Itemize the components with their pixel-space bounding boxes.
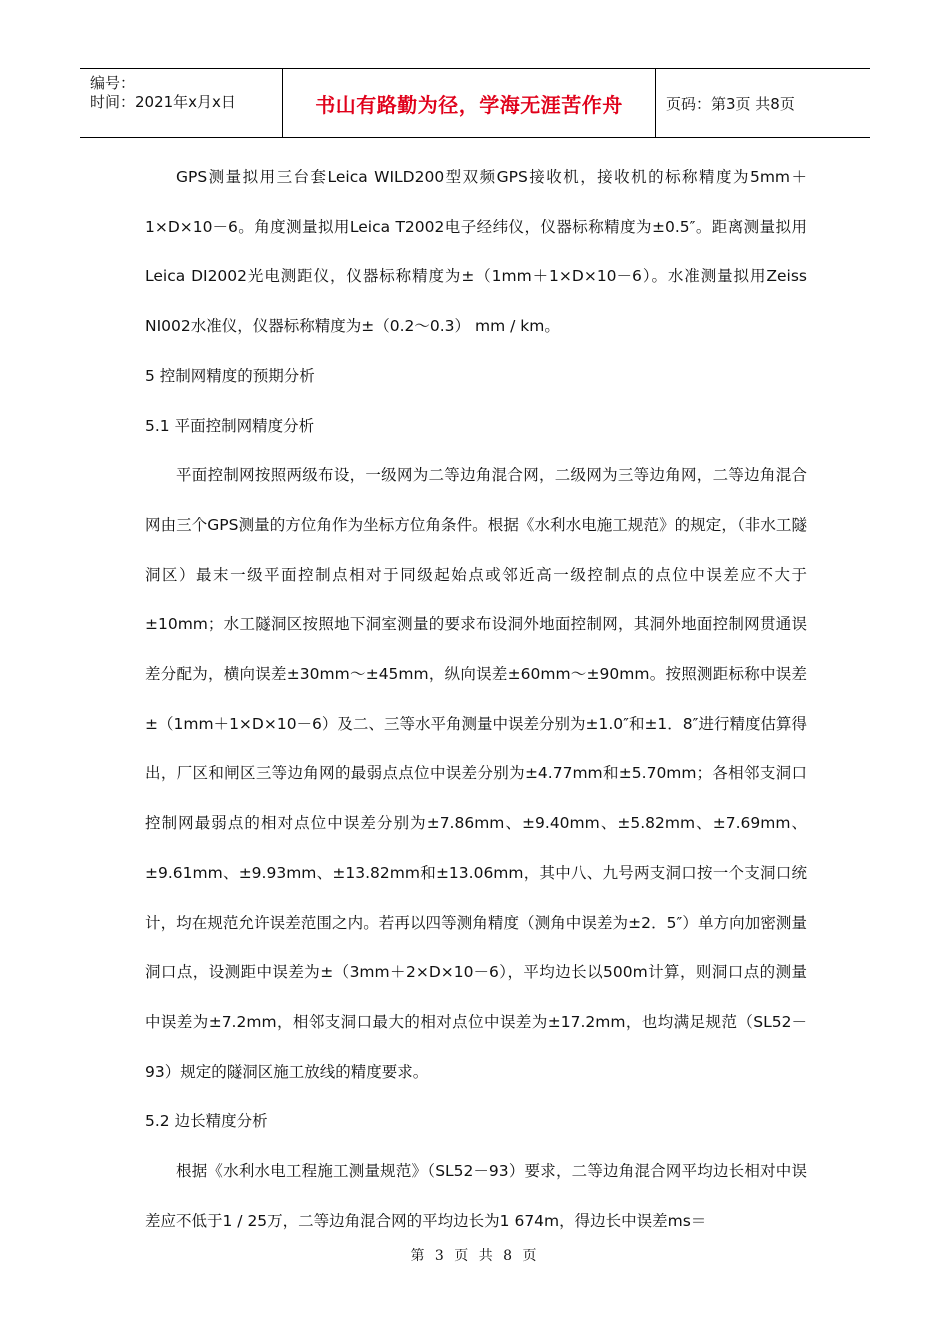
section-heading-5: 5 控制网精度的预期分析 — [145, 366, 315, 385]
header-page-cell — [654, 69, 870, 137]
header-page-number: 页码：第3页 共8页 — [666, 94, 795, 113]
document-date: 时间：2021年x月x日 — [90, 93, 236, 111]
paragraph-instruments: GPS测量拟用三台套Leica WILD200型双频GPS接收机，接收机的标称精度为5mm＋1×D×10－6。角度测量拟用Leica T2002电子经纬仪，仪器标称精度为±0.5″。距离测量拟用Leica DI2002光电测距仪，仪器标称精度为±（1mm＋1×D×10－6）。水准测量拟用Zeiss NI002水准仪，仪器标称精度为±（0.2～0.3） mm / km。 — [145, 168, 807, 336]
header-motto: 书山有路勤为径，学海无涯苦作舟 — [315, 92, 623, 117]
document-number: 编号： — [90, 74, 136, 92]
page-header — [80, 68, 870, 138]
header-meta — [80, 69, 282, 137]
section-heading-5-1: 5.1 平面控制网精度分析 — [145, 416, 315, 435]
section-heading-5-2: 5.2 边长精度分析 — [145, 1112, 268, 1131]
paragraph-plane-control-network: 平面控制网按照两级布设，一级网为二等边角混合网，二级网为三等边角网，二等边角混合网由三个GPS测量的方位角作为坐标方位角条件。根据《水利水电施工规范》的规定，（非水工隧洞区）最末一级平面控制点相对于同级起始点或邻近高一级控制点的点位中误差应不大于±10mm；水工隧洞区按照地下洞室测量的要求布设洞外地面控制网，其洞外地面控制网贯通误差分配为，横向误差±30mm～±45mm，纵向误差±60mm～±90mm。按照测距标称中误差±（1mm＋1×D×10－6）及二、三等水平角测量中误差分别为±1.0″和±1．8″进行精度估算得出，厂区和闸区三等边角网的最弱点点位中误差分别为±4.77mm和±5.70mm；各相邻支洞口控制网最弱点的相对点位中误差分别为±7.86mm、±9.40mm、±5.82mm、±7.69mm、±9.61mm、±9.93mm、±13.82mm和±13.06mm，其中八、九号两支洞口按一个支洞口统计，均在规范允许误差范围之内。若再以四等测角精度（测角中误差为±2．5″）单方向加密测量洞口点，设测距中误差为±（3mm＋2×D×10－6），平均边长以500m计算，则洞口点的测量中误差为±7.2mm，相邻支洞口最大的相对点位中误差为±17.2mm，也均满足规范（SL52－93）规定的隧洞区施工放线的精度要求。 — [145, 466, 807, 1081]
paragraph-side-length: 根据《水利水电工程施工测量规范》（SL52－93）要求，二等边角混合网平均边长相对中误差应不低于1 / 25万，二等边角混合网的平均边长为1 674m，得边长中误差ms＝ — [145, 1162, 807, 1230]
document-body — [145, 153, 807, 1246]
page-footer: 第 3 页 共 8 页 — [410, 1248, 540, 1264]
header-motto-cell — [282, 69, 656, 137]
